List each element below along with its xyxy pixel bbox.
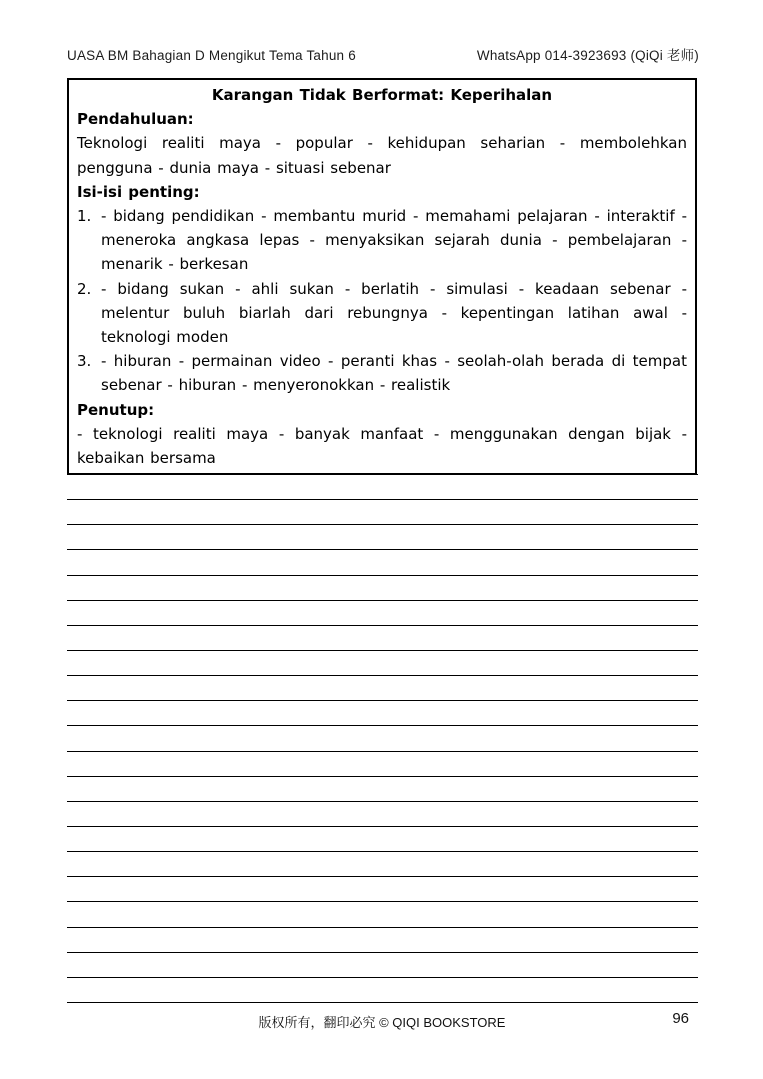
item-number: 1. <box>77 207 92 226</box>
writing-line <box>67 499 698 500</box>
writing-line <box>67 977 698 978</box>
writing-line <box>67 675 698 676</box>
writing-line <box>67 952 698 953</box>
heading-penutup: Penutup: <box>77 400 155 419</box>
item-text: - hiburan - permainan video - peranti khas - seolah-olah berada di tempat sebenar - hiburan - menyeronokkan - realistik <box>101 352 687 395</box>
writing-line <box>67 524 698 525</box>
page-number: 96 <box>672 1010 689 1027</box>
writing-lines-area <box>67 474 698 1008</box>
essay-title: Karangan Tidak Berformat: Keperihalan <box>211 86 553 104</box>
heading-pendahuluan: Pendahuluan: <box>77 110 194 129</box>
writing-line <box>67 1002 698 1003</box>
writing-line <box>67 575 698 576</box>
writing-line <box>67 826 698 827</box>
penutup-text: - teknologi realiti maya - banyak manfaat - menggunakan dengan bijak - kebaikan bersama <box>77 424 687 468</box>
writing-line <box>67 901 698 902</box>
header-series-title: UASA BM Bahagian D Mengikut Tema Tahun 6 <box>67 48 356 63</box>
item-text: - bidang pendidikan - membantu murid - memahami pelajaran - interaktif - meneroka angkasa lepas - menyaksikan sejarah dunia - pembelajaran - menarik - berkesan <box>101 207 687 274</box>
writing-line <box>67 876 698 877</box>
item-text: - bidang sukan - ahli sukan - berlatih - simulasi - keadaan sebenar - melentur buluh biarlah dari rebungnya - kepentingan latihan awal - teknologi moden <box>101 279 687 347</box>
footer-copyright <box>67 1012 697 1031</box>
writing-line <box>67 851 698 852</box>
writing-line <box>67 725 698 726</box>
outline-item-3 <box>77 349 687 397</box>
page-header <box>67 44 699 64</box>
writing-line <box>67 751 698 752</box>
writing-line <box>67 776 698 777</box>
writing-line <box>67 801 698 802</box>
pendahuluan-text: Teknologi realiti maya - popular - kehidupan seharian - membolehkan pengguna - dunia maya - situasi sebenar <box>77 134 687 177</box>
writing-line <box>67 927 698 928</box>
item-number: 2. <box>77 279 92 298</box>
item-number: 3. <box>77 352 92 371</box>
writing-line <box>67 549 698 550</box>
writing-line <box>67 650 698 651</box>
essay-outline-box <box>67 78 697 475</box>
writing-line <box>67 600 698 601</box>
heading-isi-isi-penting: Isi-isi penting: <box>77 182 200 201</box>
footer-copyright-text: 版权所有，翻印必究 © QIQI BOOKSTORE <box>258 1015 506 1030</box>
writing-line <box>67 700 698 701</box>
outline-item-1 <box>77 204 687 277</box>
outline-item-2 <box>77 277 687 350</box>
header-contact: WhatsApp 014-3923693 (QiQi 老师) <box>476 48 699 63</box>
writing-line <box>67 474 698 475</box>
writing-line <box>67 625 698 626</box>
